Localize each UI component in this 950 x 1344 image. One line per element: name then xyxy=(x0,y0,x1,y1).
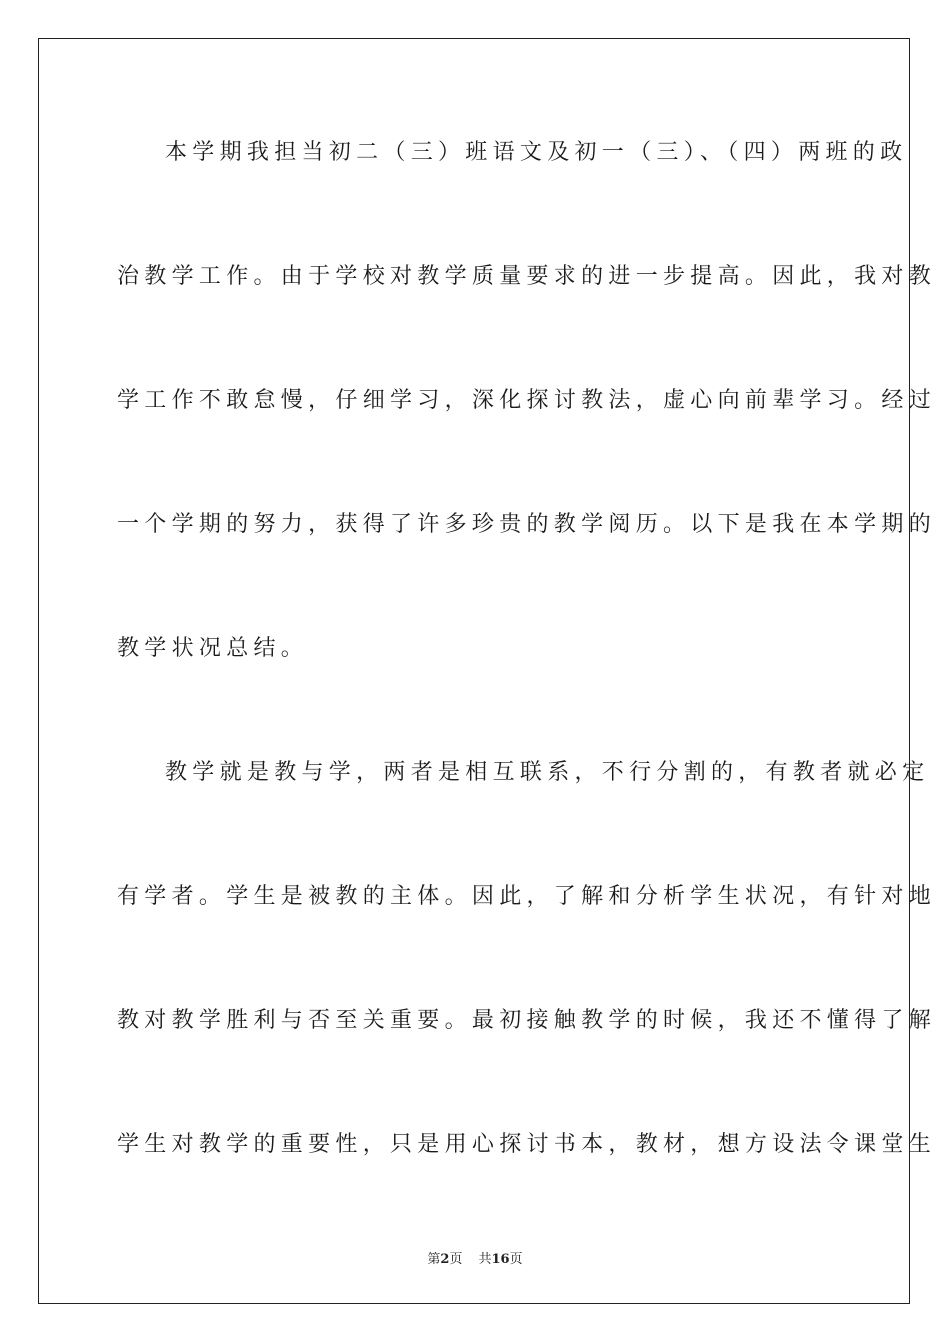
paragraph-1-line-3: 学工作不敢怠慢，仔细学习，深化探讨教法，虚心向前辈学习。经过 xyxy=(117,388,937,413)
footer-page-suffix: 页 xyxy=(449,1252,463,1267)
paragraph-1-line-1: 本学期我担当初二（三）班语文及初一（三）、（四）两班的政 xyxy=(165,140,908,165)
paragraph-2-line-2: 有学者。学生是被教的主体。因此，了解和分析学生状况，有针对地 xyxy=(117,884,937,909)
paragraph-2-line-3: 教对教学胜利与否至关重要。最初接触教学的时候，我还不懂得了解 xyxy=(117,1008,937,1033)
footer-page-number: 2 xyxy=(440,1252,450,1267)
paragraph-1-line-4: 一个学期的努力，获得了许多珍贵的教学阅历。以下是我在本学期的 xyxy=(117,512,937,537)
paragraph-2-line-4: 学生对教学的重要性，只是用心探讨书本，教材，想方设法令课堂生 xyxy=(117,1132,937,1157)
page-footer xyxy=(0,1248,950,1267)
paragraph-2-line-1: 教学就是教与学，两者是相互联系，不行分割的，有教者就必定 xyxy=(165,760,930,785)
footer-total-pages: 16 xyxy=(491,1252,510,1267)
footer-total-suffix: 页 xyxy=(509,1252,523,1267)
footer-total-prefix: 共 xyxy=(478,1252,492,1267)
paragraph-1-line-5: 教学状况总结。 xyxy=(117,636,309,661)
paragraph-1-line-2: 治教学工作。由于学校对教学质量要求的进一步提高。因此，我对教 xyxy=(117,264,937,289)
footer-page-prefix: 第 xyxy=(427,1252,441,1267)
document-body xyxy=(117,122,937,1238)
